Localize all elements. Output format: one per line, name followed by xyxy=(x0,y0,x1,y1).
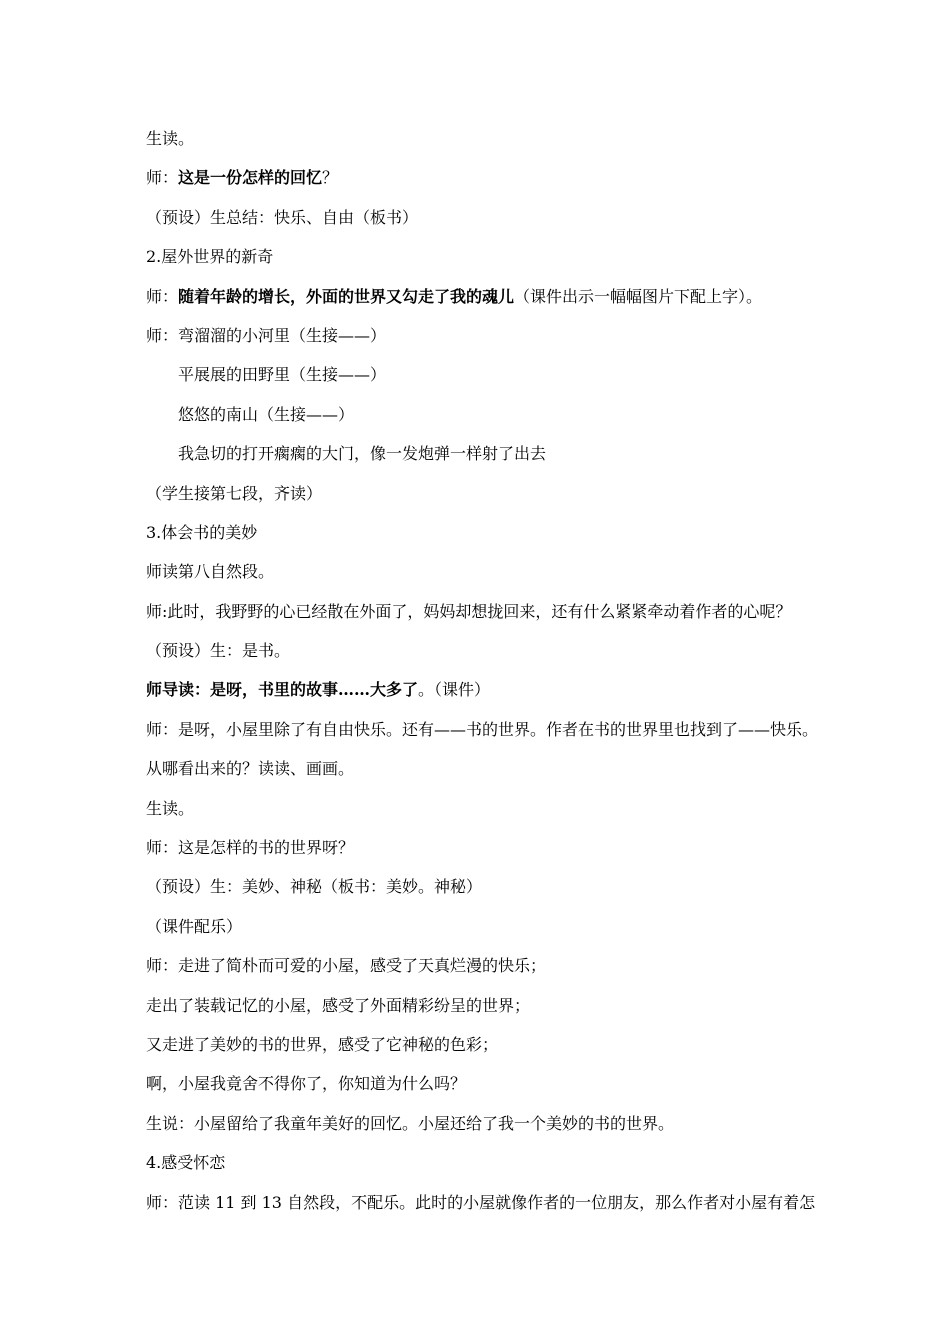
text-run: （课件出示一幅幅图片下配上字）。 xyxy=(514,286,763,306)
bold-text: 师导读：是呀，书里的故事……大多了 xyxy=(146,680,419,700)
text-line xyxy=(146,474,826,513)
text-run: 4.感受怀恋 xyxy=(146,1153,226,1173)
text-line xyxy=(146,592,826,631)
document-body xyxy=(146,119,826,1222)
text-line xyxy=(146,395,826,434)
text-run: 生说：小屋留给了我童年美好的回忆。小屋还给了我一个美妙的书的世界。 xyxy=(146,1113,675,1133)
bold-text: 这是一份怎样的回忆 xyxy=(178,168,323,188)
text-line xyxy=(146,1025,826,1064)
text-run: ？ xyxy=(322,168,339,188)
text-run: 师：范读 11 到 13 自然段，不配乐。此时的小屋就像作者的一位朋友，那么作者对小屋有着怎 xyxy=(146,1192,816,1212)
text-line xyxy=(146,946,826,985)
text-line xyxy=(146,316,826,355)
text-line xyxy=(146,513,826,552)
bold-text: 随着年龄的增长，外面的世界又勾走了我的魂儿 xyxy=(178,286,515,306)
text-line xyxy=(146,867,826,906)
text-run: 师：弯溜溜的小河里（生接——） xyxy=(146,325,387,345)
text-run: （预设）生总结：快乐、自由（板书） xyxy=(146,207,419,227)
text-line xyxy=(146,1064,826,1103)
text-line xyxy=(146,1183,826,1222)
text-run: 从哪看出来的？读读、画画。 xyxy=(146,759,355,779)
text-line xyxy=(146,670,826,709)
text-run: 生读。 xyxy=(146,129,195,148)
text-line xyxy=(146,237,826,276)
text-run: （预设）生：美妙、神秘（板书：美妙。神秘） xyxy=(146,877,483,897)
text-run: （预设）生：是书。 xyxy=(146,641,291,661)
text-line xyxy=(146,749,826,788)
text-run: （课件配乐） xyxy=(146,916,243,936)
text-line xyxy=(146,1143,826,1182)
text-run: 师： xyxy=(146,286,179,306)
text-run: 走出了装载记忆的小屋，感受了外面精彩纷呈的世界； xyxy=(146,995,531,1015)
text-run: 师:此时，我野野的心已经散在外面了，妈妈却想拢回来，还有什么紧紧牵动着作者的心呢？ xyxy=(146,601,792,621)
text-line xyxy=(146,789,826,828)
text-line xyxy=(146,434,826,473)
text-run: 3.体会书的美妙 xyxy=(146,522,258,542)
text-line xyxy=(146,277,826,316)
text-run: 又走进了美妙的书的世界，感受了它神秘的色彩； xyxy=(146,1034,499,1054)
text-run: 啊，小屋我竟舍不得你了，你知道为什么吗？ xyxy=(146,1074,467,1094)
text-line xyxy=(146,710,826,749)
text-run: 师：这是怎样的书的世界呀？ xyxy=(146,838,355,858)
text-run: 师：走进了简朴而可爱的小屋，感受了天真烂漫的快乐； xyxy=(146,956,547,976)
text-line xyxy=(146,1104,826,1143)
text-run: 师读第八自然段。 xyxy=(146,562,275,582)
text-line xyxy=(146,631,826,670)
text-run: 。（课件） xyxy=(418,680,491,700)
text-line xyxy=(146,355,826,394)
text-line xyxy=(146,986,826,1025)
text-run: 师： xyxy=(146,168,179,188)
text-run: 我急切的打开瘸瘸的大门，像一发炮弹一样射了出去 xyxy=(178,444,547,464)
text-run: 悠悠的南山（生接——） xyxy=(178,404,355,424)
text-run: 生读。 xyxy=(146,798,195,818)
text-run: 师：是呀，小屋里除了有自由快乐。还有——书的世界。作者在书的世界里也找到了——快乐。 xyxy=(146,719,819,739)
text-run: 平展展的田野里（生接——） xyxy=(178,365,387,385)
text-line xyxy=(146,828,826,867)
text-run: （学生接第七段，齐读） xyxy=(146,483,323,503)
text-line xyxy=(146,907,826,946)
text-line xyxy=(146,552,826,591)
text-line xyxy=(146,198,826,237)
text-line xyxy=(146,158,826,197)
text-line xyxy=(146,119,826,158)
text-run: 2.屋外世界的新奇 xyxy=(146,247,274,267)
